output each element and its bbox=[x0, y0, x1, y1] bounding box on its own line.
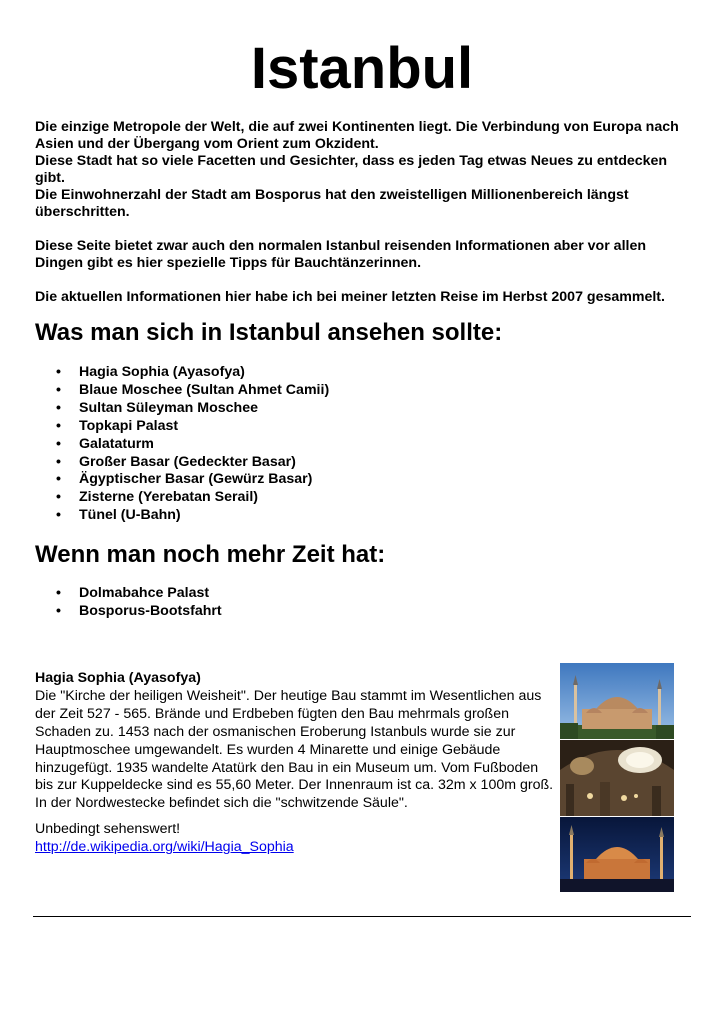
bullet-icon: • bbox=[56, 585, 61, 601]
list-item-label: Zisterne (Yerebatan Serail) bbox=[79, 489, 258, 506]
horizontal-divider bbox=[33, 916, 691, 917]
hagia-sophia-article bbox=[35, 670, 555, 857]
paragraph-gap bbox=[35, 272, 695, 289]
list-item-label: Tünel (U-Bahn) bbox=[79, 507, 181, 524]
bullet-icon: • bbox=[56, 381, 61, 398]
list-item-label: Dolmabahce Palast bbox=[79, 585, 210, 601]
intro-paragraph: Die aktuellen Informationen hier habe ich bei meiner letzten Reise im Herbst 2007 gesammelt. bbox=[35, 289, 665, 305]
list-item-label: Galataturm bbox=[79, 435, 154, 452]
wikipedia-link[interactable]: http://de.wikipedia.org/wiki/Hagia_Sophia bbox=[35, 839, 294, 856]
list-item bbox=[35, 471, 329, 489]
hagia-sophia-night-photo bbox=[560, 817, 674, 892]
article-recommendation: Unbedingt sehenswert! bbox=[35, 821, 181, 838]
more-time-list bbox=[35, 585, 222, 621]
sights-heading: Was man sich in Istanbul ansehen sollte: bbox=[35, 319, 503, 346]
article-body: Die "Kirche der heiligen Weisheit". Der heutige Bau stammt im Wesentlichen aus der Zeit 527 - 565. Brände und Erdbeben fügten den Bau mehrmals großen Schaden zu. 1453 nach der osmanischen Eroberung Istanbuls wurde sie zur Hauptmoschee umgewandelt. Es wurden 4 Minarette und einige Gebäude hinzugefügt. 1935 wandelte Atatürk den Bau in ein Museum um. Vom Fußboden bis zur Kuppeldecke sind es 55,60 Meter. Der Innenraum ist ca. 32m x 100m groß. In der Nordwestecke befindet sich die "schwitzende Säule". bbox=[35, 687, 554, 812]
bullet-icon: • bbox=[56, 364, 61, 380]
list-item-label: Bosporus-Bootsfahrt bbox=[79, 602, 222, 619]
list-item-label: Großer Basar (Gedeckter Basar) bbox=[79, 453, 296, 470]
sights-list bbox=[35, 364, 329, 525]
hagia-sophia-night-image bbox=[560, 817, 674, 892]
list-item bbox=[35, 585, 222, 603]
list-item-label: Hagia Sophia (Ayasofya) bbox=[79, 364, 245, 380]
list-item-label: Topkapi Palast bbox=[79, 417, 179, 434]
article-title: Hagia Sophia (Ayasofya) bbox=[35, 670, 201, 686]
bullet-icon: • bbox=[56, 417, 61, 434]
list-item bbox=[35, 400, 329, 418]
intro-paragraph: Diese Stadt hat so viele Facetten und Gesichter, dass es jeden Tag etwas Neues zu entdecken gibt. bbox=[35, 153, 668, 186]
list-item bbox=[35, 364, 329, 382]
intro-paragraph: Die einzige Metropole der Welt, die auf zwei Kontinenten liegt. Die Verbindung von Europa nach Asien und der Übergang vom Orient zum Okzident. bbox=[35, 119, 679, 152]
list-item bbox=[35, 507, 329, 525]
paragraph-gap bbox=[35, 221, 695, 238]
bullet-icon: • bbox=[56, 602, 61, 619]
intro-paragraph: Diese Seite bietet zwar auch den normalen Istanbul reisenden Informationen aber vor allen Dingen gibt es hier spezielle Tipps für Bauchtänzerinnen. bbox=[35, 238, 647, 271]
bullet-icon: • bbox=[56, 435, 61, 452]
list-item bbox=[35, 436, 329, 454]
hagia-sophia-exterior-image bbox=[560, 663, 674, 739]
list-item bbox=[35, 418, 329, 436]
bullet-icon: • bbox=[56, 507, 61, 524]
intro-paragraph: Die Einwohnerzahl der Stadt am Bosporus hat den zweistelligen Millionenbereich längst überschritten. bbox=[35, 187, 629, 220]
hagia-sophia-interior-photo bbox=[560, 740, 674, 816]
list-item bbox=[35, 382, 329, 400]
list-item bbox=[35, 489, 329, 507]
list-item-label: Ägyptischer Basar (Gewürz Basar) bbox=[79, 471, 313, 488]
hagia-sophia-interior-image bbox=[560, 740, 674, 816]
list-item bbox=[35, 603, 222, 621]
bullet-icon: • bbox=[56, 471, 61, 488]
more-time-heading: Wenn man noch mehr Zeit hat: bbox=[35, 541, 386, 568]
list-item bbox=[35, 454, 329, 472]
bullet-icon: • bbox=[56, 399, 61, 416]
photo-strip bbox=[560, 663, 674, 892]
list-item-label: Blaue Moschee (Sultan Ahmet Camii) bbox=[79, 381, 330, 398]
list-item-label: Sultan Süleyman Moschee bbox=[79, 399, 258, 416]
page-title: Istanbul bbox=[250, 36, 474, 101]
bullet-icon: • bbox=[56, 453, 61, 470]
bullet-icon: • bbox=[56, 489, 61, 506]
paragraph-gap bbox=[35, 813, 555, 821]
intro-text bbox=[35, 119, 695, 306]
hagia-sophia-exterior-photo bbox=[560, 663, 674, 739]
